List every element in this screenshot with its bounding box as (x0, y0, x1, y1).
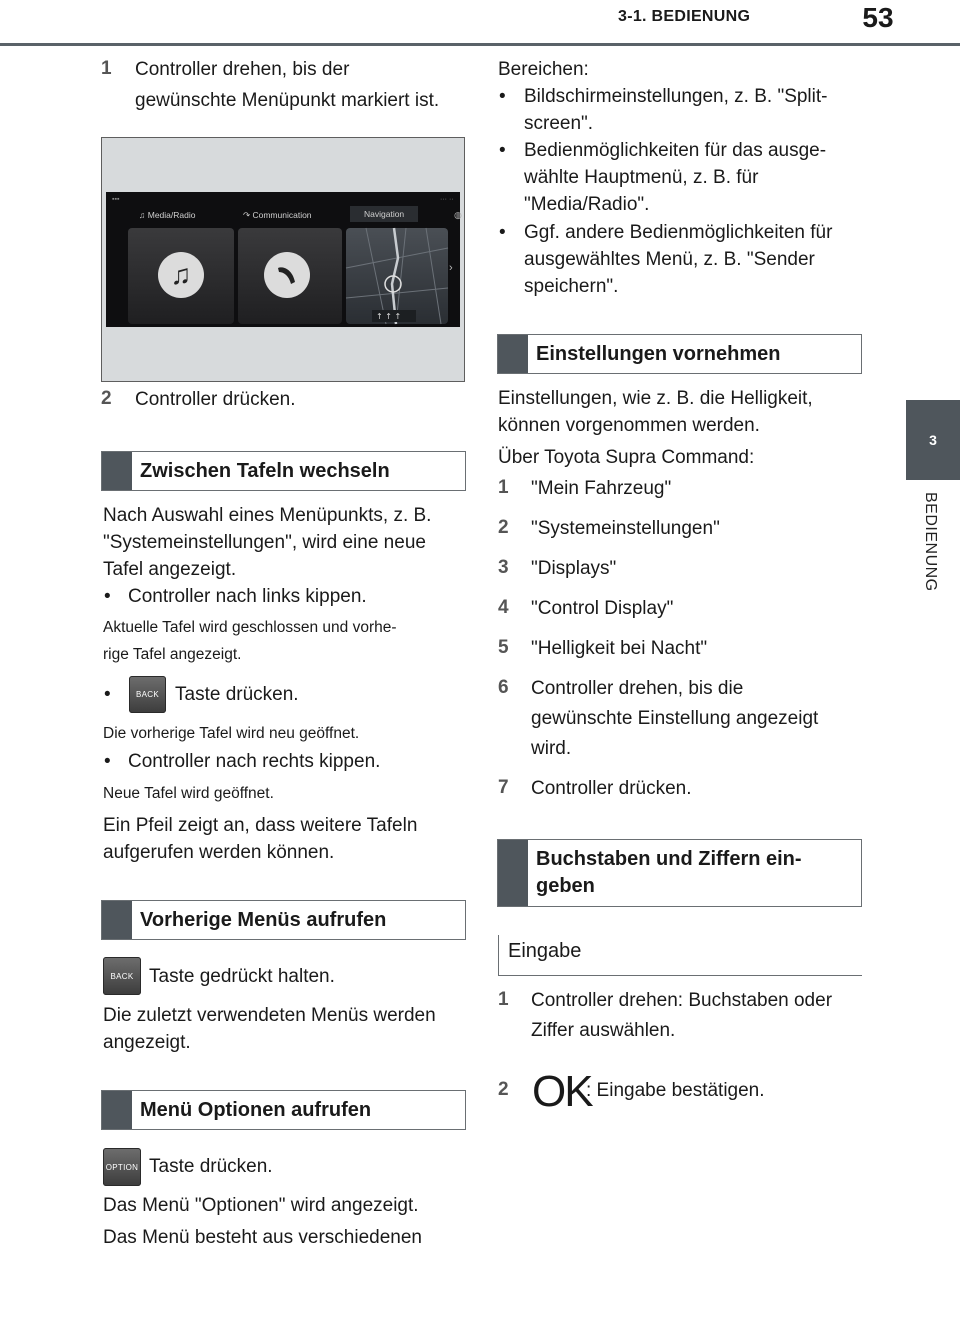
step-text: Controller drücken. (135, 389, 296, 410)
step-number: 1 (498, 989, 509, 1010)
header-rule (0, 43, 960, 46)
subheading-rule (498, 975, 862, 976)
section-heading: Menü Optionen aufrufen (101, 1090, 466, 1130)
chapter-heading: 3-1. BEDIENUNG (618, 8, 751, 25)
phone-icon (264, 252, 310, 298)
display-screen (106, 192, 460, 327)
chapter-tab-label: BEDIENUNG (922, 492, 939, 592)
note-text: Aktuelle Tafel wird geschlossen und vorhe- (103, 619, 397, 636)
body-text: Bereichen: (498, 59, 589, 80)
bullet: • (499, 140, 506, 161)
step-number: 2 (498, 517, 509, 538)
body-text: Taste gedrückt halten. (149, 966, 335, 987)
step-text: Controller drehen, bis die (531, 678, 744, 699)
svg-text:↑ ↑ ↑: ↑ ↑ ↑ (376, 312, 402, 321)
body-text: Nach Auswahl eines Menüpunkts, z. B. (103, 505, 432, 526)
body-text: Tafel angezeigt. (103, 559, 237, 580)
section-heading: Buchstaben und Ziffern ein- geben (497, 839, 862, 907)
navigation-tile (346, 228, 448, 324)
step-text: "Displays" (531, 558, 617, 579)
bullet-text: screen". (524, 113, 594, 134)
section-heading: Vorherige Menüs aufrufen (101, 900, 466, 940)
body-text: Das Menü besteht aus verschiedenen (103, 1227, 422, 1248)
panel-tab-navigation: Navigation (350, 206, 418, 222)
section-bar (102, 901, 132, 939)
body-text: können vorgenommen werden. (498, 415, 760, 436)
chapter-tab[interactable]: 3 (906, 400, 960, 480)
step-text: : Eingabe bestätigen. (586, 1080, 765, 1101)
section-bar (498, 335, 528, 373)
step-text: wird. (531, 738, 572, 759)
body-text: aufgerufen werden können. (103, 842, 335, 863)
step-text: Ziffer auswählen. (531, 1020, 676, 1041)
step-text: Controller drehen, bis der (135, 59, 350, 80)
status-dots-icon: ▪▪▪ (112, 196, 120, 203)
body-text: Taste drücken. (149, 1156, 273, 1177)
phone-icon: ↷ (243, 210, 253, 220)
subheading-rule (498, 935, 499, 976)
bullet-text: speichern". (524, 276, 619, 297)
control-display-screenshot (101, 137, 465, 382)
step-text: "Systemeinstellungen" (531, 518, 720, 539)
step-text: Controller drehen: Buchstaben oder (531, 990, 833, 1011)
step-text: gewünschte Einstellung angezeigt (531, 708, 819, 729)
bullet: • (104, 684, 111, 705)
note-text: Die vorherige Tafel wird neu geöffnet. (103, 725, 360, 742)
bullet-text: Ggf. andere Bedienmöglichkeiten für (524, 222, 833, 243)
music-note-icon: ♫ (139, 210, 148, 220)
body-text: Ein Pfeil zeigt an, dass weitere Tafeln (103, 815, 418, 836)
bullet-text: Bedienmöglichkeiten für das ausge- (524, 140, 827, 161)
step-number: 6 (498, 677, 509, 698)
section-bar (102, 452, 132, 490)
subheading: Eingabe (508, 940, 582, 962)
note-text: rige Tafel angezeigt. (103, 646, 242, 663)
body-text: Einstellungen, wie z. B. die Helligkeit, (498, 388, 813, 409)
step-number: 7 (498, 777, 509, 798)
step-text: "Control Display" (531, 598, 674, 619)
communication-tile (238, 228, 342, 324)
section-bar (102, 1091, 132, 1129)
page-number: 53 (862, 2, 894, 33)
music-note-icon: ♫ (158, 252, 204, 298)
bullet: • (104, 586, 111, 607)
step-text: gewünschte Menüpunkt markiert ist. (135, 90, 440, 111)
bullet: • (499, 86, 506, 107)
bullet-text: Taste drücken. (175, 684, 299, 705)
step-number: 1 (101, 58, 112, 79)
step-number: 4 (498, 597, 509, 618)
bullet: • (104, 751, 111, 772)
section-bar (498, 840, 528, 906)
bullet-text: ausgewähltes Menü, z. B. "Sender (524, 249, 815, 270)
step-text: "Helligkeit bei Nacht" (531, 638, 708, 659)
section-heading: Zwischen Tafeln wechseln (101, 451, 466, 491)
body-text: Die zuletzt verwendeten Menüs werden (103, 1005, 436, 1026)
status-dots-icon: ··· ·· (440, 196, 454, 203)
bullet-text: Controller nach rechts kippen. (128, 751, 381, 772)
bullet-text: "Media/Radio". (524, 194, 650, 215)
note-text: Neue Tafel wird geöffnet. (103, 785, 274, 802)
body-text: Das Menü "Optionen" wird angezeigt. (103, 1195, 419, 1216)
step-text: "Mein Fahrzeug" (531, 478, 672, 499)
body-text: angezeigt. (103, 1032, 191, 1053)
bullet-text: Bildschirmeinstellungen, z. B. "Split- (524, 86, 828, 107)
map-icon (346, 228, 448, 324)
step-number: 3 (498, 557, 509, 578)
step-number: 2 (498, 1079, 509, 1100)
media-tile (128, 228, 234, 324)
body-text: "Systemeinstellungen", wird eine neue (103, 532, 426, 553)
panel-tab-communication: ↷ Communication (243, 210, 312, 220)
ok-symbol: OK (532, 1067, 592, 1116)
bullet-text: Controller nach links kippen. (128, 586, 367, 607)
section-heading: Einstellungen vornehmen (497, 334, 862, 374)
option-button: OPTION (103, 1148, 141, 1186)
globe-icon: ◍ (454, 210, 462, 220)
step-number: 2 (101, 388, 112, 409)
back-button: BACK (129, 676, 166, 713)
back-button: BACK (103, 957, 141, 995)
step-text: Controller drücken. (531, 778, 692, 799)
bullet: • (499, 222, 506, 243)
step-number: 1 (498, 477, 509, 498)
panel-tab-media: ♫ Media/Radio (139, 210, 196, 220)
bullet-text: wählte Hauptmenü, z. B. für (524, 167, 759, 188)
body-text: Über Toyota Supra Command: (498, 447, 755, 468)
step-number: 5 (498, 637, 509, 658)
chevron-right-icon: › (449, 262, 453, 274)
